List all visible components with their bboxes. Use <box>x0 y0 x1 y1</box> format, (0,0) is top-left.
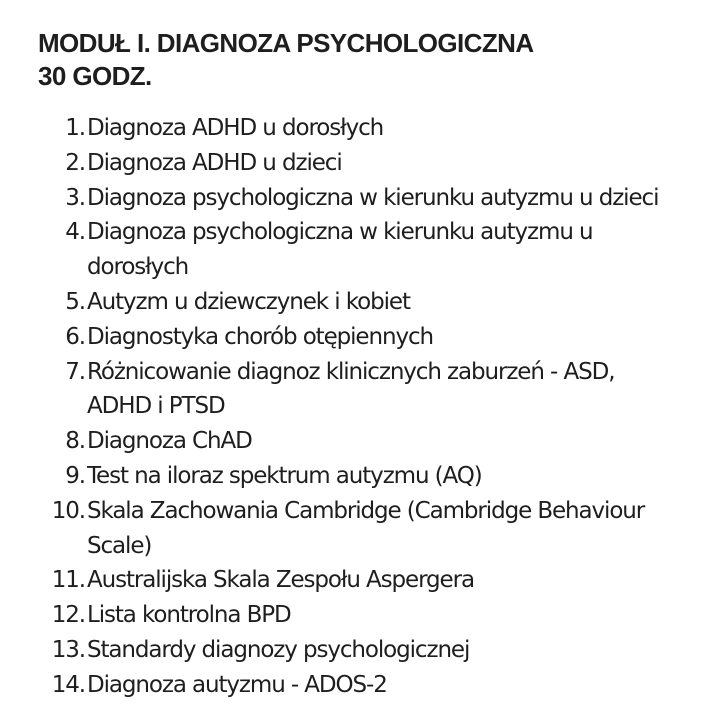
list-item-text: Diagnoza psychologiczna w kierunku autyzmu u dorosłych <box>87 219 593 281</box>
list-item-text: Diagnoza autyzmu - ADOS-2 <box>87 671 387 698</box>
list-item-text: Lista kontrolna BPD <box>87 602 291 629</box>
list-item-number: 12. <box>51 602 85 629</box>
list-item <box>0 181 717 216</box>
topic-list <box>0 111 717 703</box>
list-item-text: Diagnoza ADHD u dzieci <box>87 149 342 176</box>
list-item-text: Diagnoza ChAD <box>87 428 252 455</box>
list-item-number: 13. <box>51 636 85 663</box>
list-item <box>0 494 717 564</box>
module-heading-title: MODUŁ I. DIAGNOZA PSYCHOLOGICZNA <box>38 28 534 58</box>
list-item-number: 6. <box>65 323 85 350</box>
list-item <box>0 668 717 703</box>
list-item-number: 11. <box>51 567 85 594</box>
list-item-number: 5. <box>65 288 85 315</box>
list-item-text: Australijska Skala Zespołu Aspergera <box>87 567 474 594</box>
list-item <box>0 598 717 633</box>
list-item-number: 2. <box>65 149 85 176</box>
list-item-text: Diagnoza psychologiczna w kierunku autyzmu u dzieci <box>87 184 659 211</box>
list-item <box>0 285 717 320</box>
list-item-text: Diagnoza ADHD u dorosłych <box>87 115 384 141</box>
list-item-text: Test na iloraz spektrum autyzmu (AQ) <box>87 462 482 489</box>
list-item-number: 7. <box>65 358 85 385</box>
list-item <box>0 215 717 285</box>
list-item-text: Różnicowanie diagnoz klinicznych zaburzeń - ASD, ADHD i PTSD <box>87 358 615 420</box>
module-heading <box>38 27 678 93</box>
list-item-number: 4. <box>65 219 85 246</box>
list-item-number: 8. <box>65 428 85 455</box>
list-item <box>0 320 717 355</box>
list-item-text: Standardy diagnozy psychologicznej <box>87 636 470 663</box>
list-item <box>0 633 717 668</box>
list-item <box>0 146 717 181</box>
module-heading-hours: 30 GODZ. <box>38 61 152 91</box>
list-item-text: Diagnostyka chorób otępiennych <box>87 323 433 350</box>
list-item-number: 9. <box>65 462 85 489</box>
list-item <box>0 111 717 146</box>
list-item <box>0 355 717 425</box>
list-item-number: 10. <box>51 497 85 524</box>
list-item <box>0 459 717 494</box>
list-item-number: 14. <box>51 671 85 698</box>
list-item <box>0 424 717 459</box>
list-item-text: Autyzm u dziewczynek i kobiet <box>87 288 410 315</box>
list-item-number: 1. <box>65 115 85 141</box>
list-item <box>0 563 717 598</box>
list-item-text: Skala Zachowania Cambridge (Cambridge Behaviour Scale) <box>87 497 645 559</box>
list-item-number: 3. <box>65 184 85 211</box>
